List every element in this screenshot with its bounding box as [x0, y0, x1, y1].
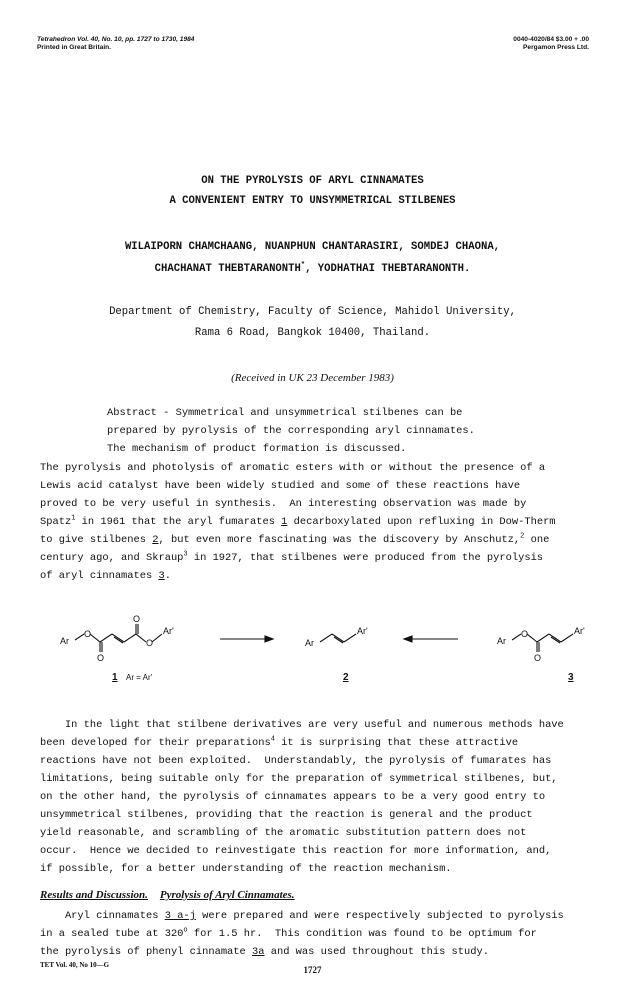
para2-line-2: [40, 737, 518, 749]
text-span: of aryl cinnamates: [40, 570, 159, 582]
section-heading: [40, 885, 295, 903]
compound-ref-3a: 3a: [252, 946, 265, 958]
pyrolysis-heading: Pyrolysis of Aryl Cinnamates.: [159, 889, 295, 901]
compound-ref-3aj: 3 a-j: [164, 910, 196, 922]
text-span: were prepared and were respectively subjected to pyrolysis: [195, 910, 564, 922]
text-span: in 1961 that the aryl fumarates: [75, 516, 282, 528]
abstract-line-1: Abstract - Symmetrical and unsymmetrical stilbenes can be: [107, 407, 463, 419]
abstract-line-2: prepared by pyrolysis of the corresponding aryl cinnamates.: [107, 425, 475, 437]
cpd3-o2: O: [534, 653, 542, 663]
page-number: 1727: [303, 965, 322, 975]
text-span: been developed for their preparations: [40, 737, 271, 749]
para2-line-1: In the light that stilbene derivatives are very useful and numerous methods have: [40, 719, 564, 731]
para2-line-8: occur. Hence we decided to reinvestigate this reaction for more information, and,: [40, 845, 552, 857]
intro-line-5: [40, 534, 549, 546]
arrow-right: [220, 636, 273, 642]
arrow-left: [404, 636, 458, 642]
printed-line: Printed in Great Britain.: [37, 44, 112, 51]
results-heading: Results and Discussion.: [40, 889, 148, 901]
para3-line-2: [40, 928, 537, 940]
cpd1-o2: O: [97, 653, 105, 663]
text-span: , but even more fascinating was the discovery by Anschutz,: [158, 534, 521, 546]
para2-line-9: if possible, for a better understanding of the reaction mechanism.: [40, 863, 452, 875]
compound-ref-2: 2: [152, 534, 159, 546]
para2-line-7: yield reasonable, and scrambling of the aromatic substitution pattern does not: [40, 827, 527, 839]
cpd1-o1: O: [84, 629, 92, 639]
reference-4: 4: [270, 735, 275, 744]
text-span: it is surprising that these attractive: [274, 737, 519, 749]
degree-mark: o: [183, 926, 188, 935]
cpd1-ar: Ar: [60, 636, 69, 646]
text-span: to give stilbenes: [40, 534, 153, 546]
cpd1-o3: O: [133, 614, 141, 624]
text-span: century ago, and Skraup: [40, 552, 184, 564]
text-span: Spatz: [40, 516, 72, 528]
cpd1-o4: O: [146, 638, 154, 648]
reference-2: 2: [520, 532, 525, 541]
cpd1-label: 1: [112, 672, 118, 683]
text-span: the pyrolysis of phenyl cinnamate: [40, 946, 253, 958]
received-date: (Received in UK 23 December 1983): [231, 372, 394, 384]
text-span: in 1927, that stilbenes were produced from the pyrolysis: [187, 552, 544, 564]
reaction-scheme: [0, 600, 625, 690]
author-yodhathai: , YODHATHAI THEBTARANONTH.: [305, 263, 471, 275]
intro-line-6: [40, 552, 543, 564]
title-line-2: A CONVENIENT ENTRY TO UNSYMMETRICAL STILBENES: [169, 195, 456, 207]
para2-line-6: unsymmetrical stilbenes, providing that the reaction is general and the product: [40, 809, 533, 821]
reference-1: 1: [71, 514, 76, 523]
cpd1-condition: Ar = Ar': [126, 673, 153, 682]
text-span: Aryl cinnamates: [40, 910, 165, 922]
cpd3-o1: O: [521, 629, 529, 639]
compound-2-structure: [320, 634, 356, 643]
cpd3-label: 3: [568, 672, 574, 683]
text-span: .: [164, 570, 171, 582]
cpd2-ar: Ar: [305, 638, 314, 648]
corresponding-mark: *: [300, 261, 306, 270]
para2-line-5: on the other hand, the pyrolysis of cinnamates appears to be a very good entry to: [40, 791, 546, 803]
text-span: in a sealed tube at 320: [40, 928, 184, 940]
intro-line-7: [40, 570, 171, 582]
cpd3-ar: Ar: [497, 636, 506, 646]
cpd2-arprime: Ar': [357, 626, 368, 636]
affiliation-line-2: Rama 6 Road, Bangkok 10400, Thailand.: [194, 327, 431, 339]
reference-3: 3: [183, 550, 188, 559]
text-span: and was used throughout this study.: [264, 946, 489, 958]
text-span: for 1.5 hr. This condition was found to be optimum for: [187, 928, 537, 940]
text-span: decarboxylated upon refluxing in Dow-Therm: [287, 516, 556, 528]
footer-volume: TET Vol. 40, No 10—G: [40, 961, 110, 969]
journal-line: Tetrahedron Vol. 40, No. 10, pp. 1727 to 1730, 1984: [37, 36, 195, 43]
abstract-line-3: The mechanism of product formation is discussed.: [107, 443, 407, 455]
title-line-1: ON THE PYROLYSIS OF ARYL CINNAMATES: [201, 175, 424, 187]
para3-line-1: [40, 910, 564, 922]
para2-line-3: reactions have not been exploited. Understandably, the pyrolysis of fumarates has: [40, 755, 552, 767]
cpd3-arprime: Ar': [574, 626, 585, 636]
text-span: one: [524, 534, 550, 546]
cpd2-label: 2: [343, 672, 349, 683]
cpd1-arprime: Ar': [163, 626, 174, 636]
intro-line-1: The pyrolysis and photolysis of aromatic esters with or without the presence of a: [40, 462, 546, 474]
para3-line-3: [40, 946, 489, 958]
compound-ref-3: 3: [158, 570, 165, 582]
author-chachanat: CHACHANAT THEBTARANONTH: [154, 263, 301, 275]
authors-line-2: [0, 263, 625, 275]
intro-line-4: [40, 516, 556, 528]
para2-line-4: limitations, being suitable only for the preparation of symmetrical stilbenes, but,: [40, 773, 558, 785]
compound-ref-1: 1: [281, 516, 288, 528]
journal-citation: [37, 36, 194, 52]
intro-line-2: Lewis acid catalyst have been widely studied and some of these reactions have: [40, 480, 521, 492]
authors-line-1: WILAIPORN CHAMCHAANG, NUANPHUN CHANTARASIRI, SOMDEJ CHAONA,: [124, 241, 501, 253]
publisher-info: [513, 36, 589, 52]
issn-line: 0040-4020/84 $3.00 + .00: [513, 36, 589, 43]
publisher-line: Pergamon Press Ltd.: [523, 44, 589, 51]
affiliation-line-1: Department of Chemistry, Faculty of Science, Mahidol University,: [109, 306, 516, 318]
intro-line-3: proved to be very useful in synthesis. An interesting observation was made by: [40, 498, 527, 510]
